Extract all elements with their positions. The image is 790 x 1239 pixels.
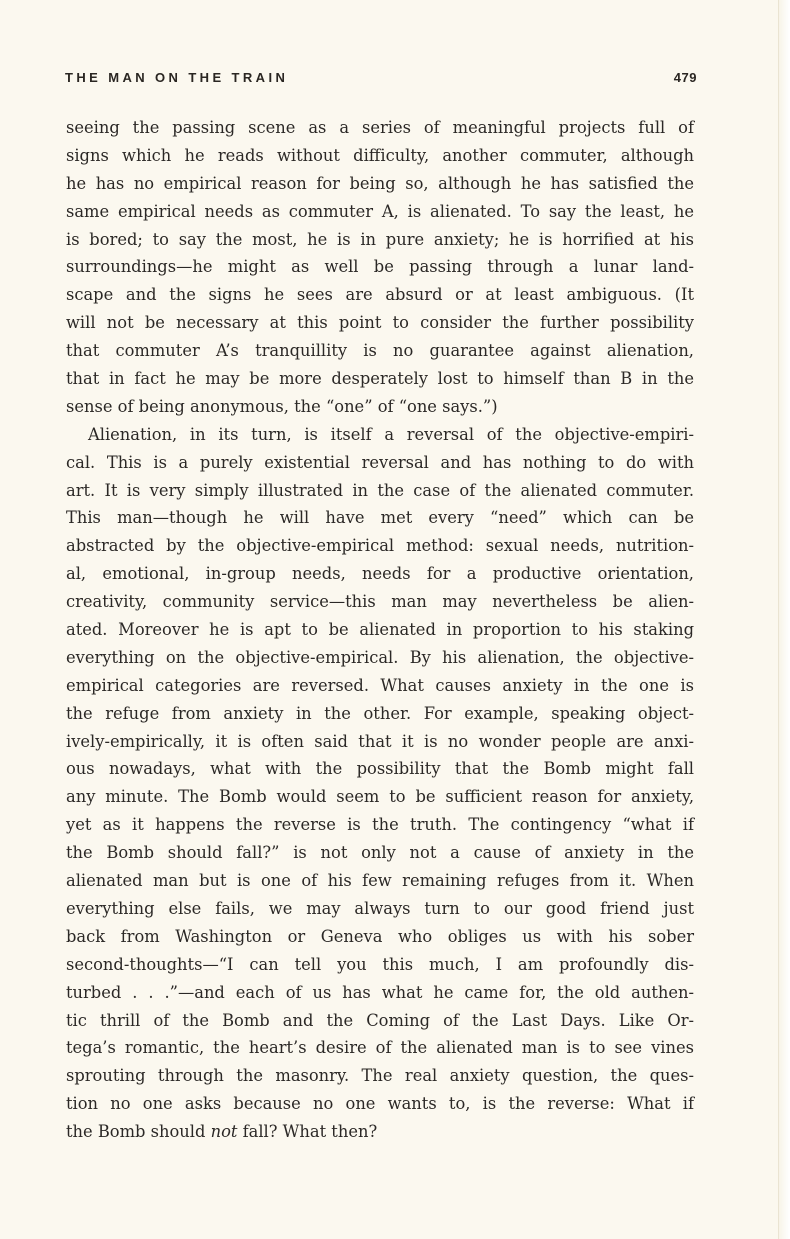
text-line: ively-empirically, it is often said that it is no wonder people are anxi-: [66, 731, 694, 751]
text-line: the Bomb should fall?” is not only not a cause of anxiety in the: [66, 843, 694, 863]
text-line: any minute. The Bomb would seem to be sufficient reason for anxiety,: [66, 787, 694, 807]
text-line: seeing the passing scene as a series of meaningful projects full of: [66, 118, 694, 137]
body-text: [66, 114, 694, 1146]
text-line: sprouting through the masonry. The real anxiety question, the ques-: [66, 1066, 694, 1086]
text-line: creativity, community service—this man may nevertheless be alien-: [66, 592, 694, 612]
text-line: that commuter A’s tranquillity is no guarantee against alienation,: [66, 341, 694, 361]
text-line: everything else fails, we may always turn to our good friend just: [66, 898, 694, 918]
text-line: same empirical needs as commuter A, is alienated. To say the least, he: [66, 201, 694, 221]
final-line-start: the Bomb should: [66, 1122, 211, 1142]
text-line: everything on the objective-empirical. By his alienation, the objective-: [66, 647, 694, 667]
page-edge: [778, 0, 790, 1239]
text-line: empirical categories are reversed. What causes anxiety in the one is: [66, 675, 694, 695]
text-line: surroundings—he might as well be passing through a lunar land-: [66, 257, 694, 277]
text-line: This man—though he will have met every “need” which can be: [66, 508, 694, 528]
text-line: the refuge from anxiety in the other. For example, speaking object-: [66, 703, 694, 723]
running-title: THE MAN ON THE TRAIN: [65, 70, 289, 85]
text-line: tic thrill of the Bomb and the Coming of the Last Days. Like Or-: [66, 1010, 694, 1030]
text-line: tega’s romantic, the heart’s desire of the alienated man is to see vines: [66, 1038, 694, 1058]
text-line: abstracted by the objective-empirical method: sexual needs, nutrition-: [66, 536, 694, 556]
text-line: cal. This is a purely existential reversal and has nothing to do with: [66, 452, 694, 472]
running-head: [65, 68, 697, 90]
text-line: ous nowadays, what with the possibility that the Bomb might fall: [66, 759, 694, 779]
page-edge-line: [778, 0, 779, 1239]
text-line: turbed . . .”—and each of us has what he came for, the old authen-: [66, 982, 694, 1002]
page-number: 479: [673, 70, 697, 85]
paragraph-end-line: sense of being anonymous, the “one” of “one says.”): [66, 396, 498, 416]
text-line: second-thoughts—“I can tell you this much, I am profoundly dis-: [66, 954, 694, 974]
text-line: he has no empirical reason for being so, although he has satisfied the: [66, 173, 694, 193]
final-line-end: fall? What then?: [237, 1122, 378, 1142]
final-line: [66, 1118, 694, 1146]
text-line: back from Washington or Geneva who obliges us with his sober: [66, 926, 694, 946]
text-line: alienated man but is one of his few remaining refuges from it. When: [66, 871, 694, 891]
text-line: is bored; to say the most, he is in pure anxiety; he is horrified at his: [66, 229, 694, 249]
text-line: tion no one asks because no one wants to, is the reverse: What if: [66, 1094, 694, 1114]
text-line: scape and the signs he sees are absurd or at least ambiguous. (It: [66, 285, 694, 305]
emphasized-word: not: [210, 1122, 238, 1142]
text-line: signs which he reads without difficulty, another commuter, although: [66, 145, 694, 165]
text-line: ated. Moreover he is apt to be alienated in proportion to his staking: [66, 620, 694, 640]
text-line: al, emotional, in-group needs, needs for a productive orientation,: [66, 564, 694, 584]
text-line: will not be necessary at this point to consider the further possibility: [66, 313, 694, 333]
paragraph-start-line: Alienation, in its turn, is itself a reversal of the objective-empiri-: [88, 424, 694, 444]
text-line: yet as it happens the reverse is the truth. The contingency “what if: [66, 815, 694, 835]
text-line: that in fact he may be more desperately lost to himself than B in the: [66, 369, 694, 389]
text-line: art. It is very simply illustrated in the case of the alienated commuter.: [66, 480, 694, 500]
